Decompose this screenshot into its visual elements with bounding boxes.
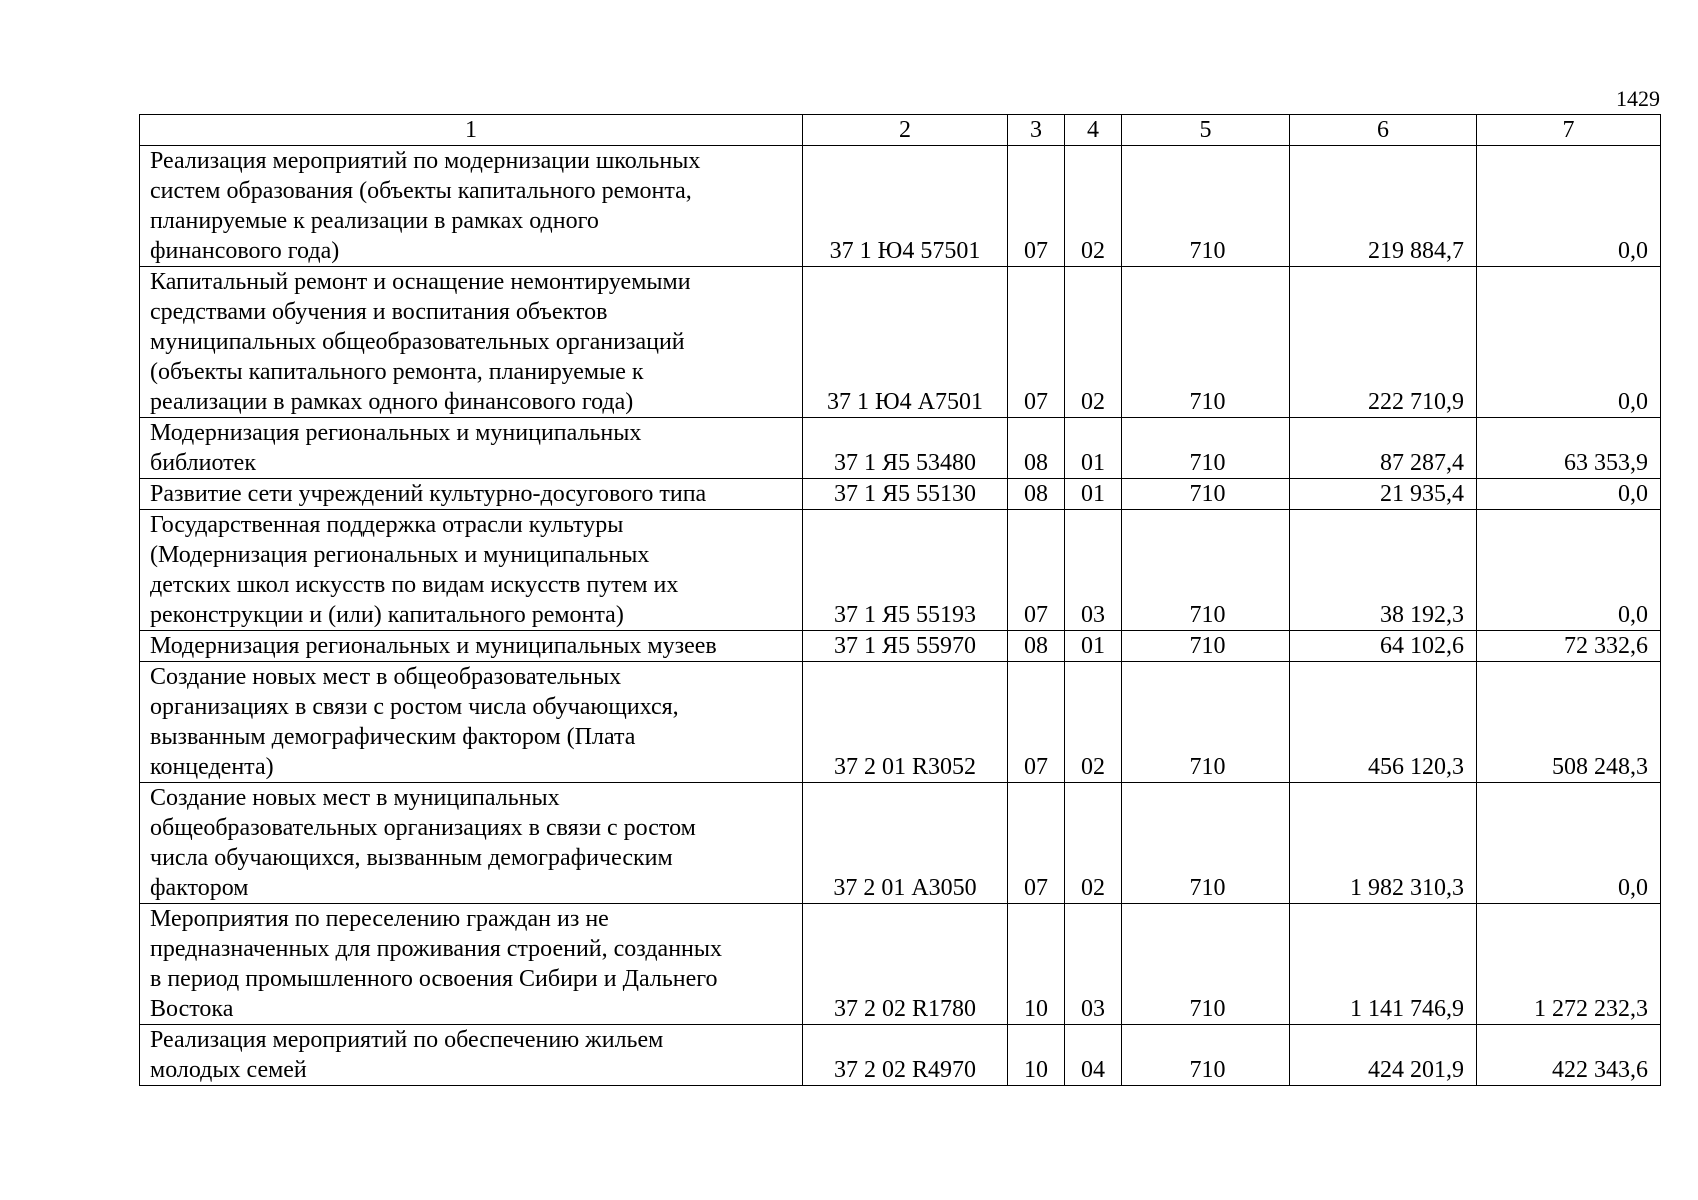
row-section: 07 [1008, 267, 1065, 418]
page-number: 1429 [1616, 86, 1660, 111]
row-section: 10 [1008, 904, 1065, 1025]
table-row [140, 479, 1661, 510]
column-header-6: 6 [1290, 115, 1477, 146]
row-expense-type: 710 [1122, 267, 1290, 418]
row-subsection: 01 [1065, 418, 1122, 479]
row-name: Реализация мероприятий по модернизации школьных систем образования (объекты капитального ремонта, планируемые к реализации в рамках одного финансового года) [140, 146, 803, 267]
row-amount-1: 424 201,9 [1290, 1025, 1477, 1086]
row-amount-2: 422 343,6 [1477, 1025, 1661, 1086]
row-amount-2: 0,0 [1477, 479, 1661, 510]
row-amount-1: 87 287,4 [1290, 418, 1477, 479]
row-amount-1: 456 120,3 [1290, 662, 1477, 783]
table-header-row [140, 115, 1661, 146]
row-code: 37 2 01 R3052 [803, 662, 1008, 783]
row-amount-2: 0,0 [1477, 510, 1661, 631]
row-section: 08 [1008, 631, 1065, 662]
row-amount-1: 1 982 310,3 [1290, 783, 1477, 904]
table-row [140, 1025, 1661, 1086]
row-amount-2: 72 332,6 [1477, 631, 1661, 662]
table-row [140, 904, 1661, 1025]
row-expense-type: 710 [1122, 418, 1290, 479]
row-subsection: 04 [1065, 1025, 1122, 1086]
row-expense-type: 710 [1122, 631, 1290, 662]
row-subsection: 02 [1065, 146, 1122, 267]
row-section: 07 [1008, 146, 1065, 267]
column-header-3: 3 [1008, 115, 1065, 146]
row-subsection: 03 [1065, 904, 1122, 1025]
row-expense-type: 710 [1122, 662, 1290, 783]
row-name: Создание новых мест в муниципальных общеобразовательных организациях в связи с ростом числа обучающихся, вызванным демографическим фактором [140, 783, 803, 904]
table-row [140, 631, 1661, 662]
table-row [140, 418, 1661, 479]
row-subsection: 02 [1065, 783, 1122, 904]
row-amount-2: 0,0 [1477, 783, 1661, 904]
table-row [140, 783, 1661, 904]
row-amount-2: 0,0 [1477, 146, 1661, 267]
row-expense-type: 710 [1122, 146, 1290, 267]
row-name: Развитие сети учреждений культурно-досугового типа [140, 479, 803, 510]
row-name: Государственная поддержка отрасли культуры (Модернизация региональных и муниципальных детских школ искусств по видам искусств путем их реконструкции и (или) капитального ремонта) [140, 510, 803, 631]
row-expense-type: 710 [1122, 783, 1290, 904]
table-row [140, 146, 1661, 267]
row-expense-type: 710 [1122, 510, 1290, 631]
row-name: Модернизация региональных и муниципальных музеев [140, 631, 803, 662]
row-expense-type: 710 [1122, 904, 1290, 1025]
row-code: 37 2 01 А3050 [803, 783, 1008, 904]
row-name: Реализация мероприятий по обеспечению жильем молодых семей [140, 1025, 803, 1086]
row-amount-2: 1 272 232,3 [1477, 904, 1661, 1025]
row-amount-1: 1 141 746,9 [1290, 904, 1477, 1025]
row-amount-2: 63 353,9 [1477, 418, 1661, 479]
row-section: 07 [1008, 510, 1065, 631]
row-section: 08 [1008, 479, 1065, 510]
row-section: 07 [1008, 783, 1065, 904]
row-amount-1: 222 710,9 [1290, 267, 1477, 418]
column-header-1: 1 [140, 115, 803, 146]
column-header-2: 2 [803, 115, 1008, 146]
table-row [140, 510, 1661, 631]
column-header-4: 4 [1065, 115, 1122, 146]
row-code: 37 1 Я5 55130 [803, 479, 1008, 510]
column-header-5: 5 [1122, 115, 1290, 146]
row-expense-type: 710 [1122, 1025, 1290, 1086]
row-code: 37 1 Ю4 А7501 [803, 267, 1008, 418]
row-name: Модернизация региональных и муниципальных библиотек [140, 418, 803, 479]
row-amount-1: 64 102,6 [1290, 631, 1477, 662]
row-code: 37 2 02 R1780 [803, 904, 1008, 1025]
row-name: Мероприятия по переселению граждан из не предназначенных для проживания строений, созданных в период промышленного освоения Сибири и Дальнего Востока [140, 904, 803, 1025]
row-code: 37 1 Я5 55193 [803, 510, 1008, 631]
table-row [140, 662, 1661, 783]
row-code: 37 1 Я5 53480 [803, 418, 1008, 479]
row-subsection: 02 [1065, 662, 1122, 783]
row-amount-1: 38 192,3 [1290, 510, 1477, 631]
row-subsection: 02 [1065, 267, 1122, 418]
budget-table [139, 114, 1661, 1086]
row-subsection: 01 [1065, 631, 1122, 662]
table-row [140, 267, 1661, 418]
row-name: Капитальный ремонт и оснащение немонтируемыми средствами обучения и воспитания объектов муниципальных общеобразовательных организаций (объекты капитального ремонта, планируемые к реализации в рамках одного финансового года) [140, 267, 803, 418]
row-code: 37 1 Я5 55970 [803, 631, 1008, 662]
row-section: 10 [1008, 1025, 1065, 1086]
row-section: 07 [1008, 662, 1065, 783]
row-amount-2: 508 248,3 [1477, 662, 1661, 783]
row-amount-2: 0,0 [1477, 267, 1661, 418]
column-header-7: 7 [1477, 115, 1661, 146]
row-code: 37 2 02 R4970 [803, 1025, 1008, 1086]
row-code: 37 1 Ю4 57501 [803, 146, 1008, 267]
row-amount-1: 21 935,4 [1290, 479, 1477, 510]
row-subsection: 03 [1065, 510, 1122, 631]
row-amount-1: 219 884,7 [1290, 146, 1477, 267]
row-expense-type: 710 [1122, 479, 1290, 510]
row-subsection: 01 [1065, 479, 1122, 510]
row-section: 08 [1008, 418, 1065, 479]
row-name: Создание новых мест в общеобразовательных организациях в связи с ростом числа обучающихся, вызванным демографическим фактором (Плата концедента) [140, 662, 803, 783]
